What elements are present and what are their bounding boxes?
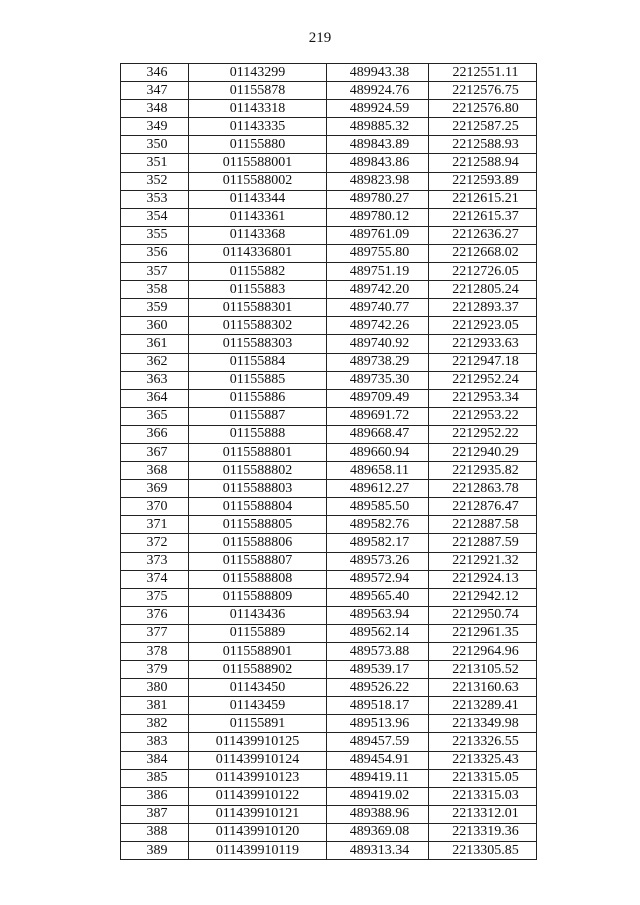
row-number-cell: 349 — [121, 118, 189, 136]
x-coordinate-cell: 489572.94 — [327, 570, 429, 588]
y-coordinate-cell: 2212935.82 — [429, 462, 537, 480]
y-coordinate-cell: 2212668.02 — [429, 244, 537, 262]
x-coordinate-cell: 489691.72 — [327, 407, 429, 425]
table-row — [121, 154, 537, 172]
point-id-cell: 011439910125 — [189, 733, 327, 751]
x-coordinate-cell: 489735.30 — [327, 371, 429, 389]
y-coordinate-cell: 2212615.21 — [429, 190, 537, 208]
y-coordinate-cell: 2212923.05 — [429, 317, 537, 335]
coordinates-table-body — [121, 64, 537, 860]
row-number-cell: 367 — [121, 443, 189, 461]
point-id-cell: 01155882 — [189, 263, 327, 281]
row-number-cell: 383 — [121, 733, 189, 751]
row-number-cell: 356 — [121, 244, 189, 262]
y-coordinate-cell: 2213325.43 — [429, 751, 537, 769]
table-row — [121, 443, 537, 461]
x-coordinate-cell: 489585.50 — [327, 498, 429, 516]
x-coordinate-cell: 489660.94 — [327, 443, 429, 461]
y-coordinate-cell: 2212933.63 — [429, 335, 537, 353]
point-id-cell: 0115588805 — [189, 516, 327, 534]
row-number-cell: 362 — [121, 353, 189, 371]
table-row — [121, 588, 537, 606]
table-row — [121, 643, 537, 661]
table-row — [121, 353, 537, 371]
row-number-cell: 363 — [121, 371, 189, 389]
row-number-cell: 375 — [121, 588, 189, 606]
x-coordinate-cell: 489565.40 — [327, 588, 429, 606]
table-row — [121, 751, 537, 769]
table-row — [121, 425, 537, 443]
table-row — [121, 226, 537, 244]
row-number-cell: 357 — [121, 263, 189, 281]
table-row — [121, 407, 537, 425]
x-coordinate-cell: 489582.17 — [327, 534, 429, 552]
table-row — [121, 244, 537, 262]
y-coordinate-cell: 2212615.37 — [429, 208, 537, 226]
table-row — [121, 100, 537, 118]
row-number-cell: 373 — [121, 552, 189, 570]
x-coordinate-cell: 489658.11 — [327, 462, 429, 480]
y-coordinate-cell: 2212636.27 — [429, 226, 537, 244]
x-coordinate-cell: 489369.08 — [327, 823, 429, 841]
y-coordinate-cell: 2212964.96 — [429, 643, 537, 661]
table-row — [121, 281, 537, 299]
y-coordinate-cell: 2212587.25 — [429, 118, 537, 136]
table-row — [121, 552, 537, 570]
y-coordinate-cell: 2212887.58 — [429, 516, 537, 534]
x-coordinate-cell: 489513.96 — [327, 715, 429, 733]
point-id-cell: 01143450 — [189, 679, 327, 697]
point-id-cell: 0115588301 — [189, 299, 327, 317]
x-coordinate-cell: 489419.02 — [327, 787, 429, 805]
table-row — [121, 606, 537, 624]
point-id-cell: 011439910122 — [189, 787, 327, 805]
x-coordinate-cell: 489843.89 — [327, 136, 429, 154]
table-row — [121, 697, 537, 715]
table-row — [121, 733, 537, 751]
row-number-cell: 381 — [121, 697, 189, 715]
x-coordinate-cell: 489751.19 — [327, 263, 429, 281]
x-coordinate-cell: 489518.17 — [327, 697, 429, 715]
x-coordinate-cell: 489582.76 — [327, 516, 429, 534]
table-row — [121, 570, 537, 588]
table-row — [121, 389, 537, 407]
y-coordinate-cell: 2213319.36 — [429, 823, 537, 841]
x-coordinate-cell: 489738.29 — [327, 353, 429, 371]
row-number-cell: 368 — [121, 462, 189, 480]
x-coordinate-cell: 489668.47 — [327, 425, 429, 443]
point-id-cell: 0115588808 — [189, 570, 327, 588]
row-number-cell: 380 — [121, 679, 189, 697]
x-coordinate-cell: 489563.94 — [327, 606, 429, 624]
x-coordinate-cell: 489924.59 — [327, 100, 429, 118]
y-coordinate-cell: 2213160.63 — [429, 679, 537, 697]
table-row — [121, 371, 537, 389]
x-coordinate-cell: 489885.32 — [327, 118, 429, 136]
y-coordinate-cell: 2212576.80 — [429, 100, 537, 118]
row-number-cell: 360 — [121, 317, 189, 335]
point-id-cell: 0115588902 — [189, 661, 327, 679]
y-coordinate-cell: 2212961.35 — [429, 624, 537, 642]
x-coordinate-cell: 489823.98 — [327, 172, 429, 190]
table-row — [121, 299, 537, 317]
table-row — [121, 208, 537, 226]
x-coordinate-cell: 489755.80 — [327, 244, 429, 262]
row-number-cell: 389 — [121, 842, 189, 860]
row-number-cell: 385 — [121, 769, 189, 787]
row-number-cell: 348 — [121, 100, 189, 118]
x-coordinate-cell: 489742.26 — [327, 317, 429, 335]
point-id-cell: 01155883 — [189, 281, 327, 299]
table-row — [121, 64, 537, 82]
row-number-cell: 358 — [121, 281, 189, 299]
table-row — [121, 136, 537, 154]
y-coordinate-cell: 2212921.32 — [429, 552, 537, 570]
y-coordinate-cell: 2212924.13 — [429, 570, 537, 588]
x-coordinate-cell: 489924.76 — [327, 82, 429, 100]
y-coordinate-cell: 2212947.18 — [429, 353, 537, 371]
point-id-cell: 011439910124 — [189, 751, 327, 769]
row-number-cell: 359 — [121, 299, 189, 317]
table-row — [121, 769, 537, 787]
point-id-cell: 01143335 — [189, 118, 327, 136]
y-coordinate-cell: 2212893.37 — [429, 299, 537, 317]
y-coordinate-cell: 2213349.98 — [429, 715, 537, 733]
table-row — [121, 190, 537, 208]
point-id-cell: 01155878 — [189, 82, 327, 100]
point-id-cell: 0115588001 — [189, 154, 327, 172]
y-coordinate-cell: 2212953.22 — [429, 407, 537, 425]
x-coordinate-cell: 489612.27 — [327, 480, 429, 498]
point-id-cell: 0115588809 — [189, 588, 327, 606]
y-coordinate-cell: 2212551.11 — [429, 64, 537, 82]
x-coordinate-cell: 489526.22 — [327, 679, 429, 697]
point-id-cell: 011439910121 — [189, 805, 327, 823]
point-id-cell: 0115588806 — [189, 534, 327, 552]
row-number-cell: 353 — [121, 190, 189, 208]
point-id-cell: 01143361 — [189, 208, 327, 226]
table-row — [121, 462, 537, 480]
x-coordinate-cell: 489573.26 — [327, 552, 429, 570]
row-number-cell: 384 — [121, 751, 189, 769]
table-row — [121, 516, 537, 534]
point-id-cell: 0115588801 — [189, 443, 327, 461]
x-coordinate-cell: 489313.34 — [327, 842, 429, 860]
row-number-cell: 361 — [121, 335, 189, 353]
x-coordinate-cell: 489761.09 — [327, 226, 429, 244]
y-coordinate-cell: 2212588.93 — [429, 136, 537, 154]
point-id-cell: 011439910120 — [189, 823, 327, 841]
x-coordinate-cell: 489388.96 — [327, 805, 429, 823]
x-coordinate-cell: 489457.59 — [327, 733, 429, 751]
x-coordinate-cell: 489419.11 — [327, 769, 429, 787]
point-id-cell: 01143318 — [189, 100, 327, 118]
y-coordinate-cell: 2213312.01 — [429, 805, 537, 823]
table-row — [121, 679, 537, 697]
y-coordinate-cell: 2212593.89 — [429, 172, 537, 190]
table-row — [121, 335, 537, 353]
row-number-cell: 354 — [121, 208, 189, 226]
table-row — [121, 787, 537, 805]
row-number-cell: 346 — [121, 64, 189, 82]
x-coordinate-cell: 489780.27 — [327, 190, 429, 208]
row-number-cell: 352 — [121, 172, 189, 190]
x-coordinate-cell: 489709.49 — [327, 389, 429, 407]
y-coordinate-cell: 2212952.22 — [429, 425, 537, 443]
point-id-cell: 01143368 — [189, 226, 327, 244]
point-id-cell: 0114336801 — [189, 244, 327, 262]
point-id-cell: 0115588804 — [189, 498, 327, 516]
point-id-cell: 0115588803 — [189, 480, 327, 498]
row-number-cell: 370 — [121, 498, 189, 516]
x-coordinate-cell: 489740.77 — [327, 299, 429, 317]
x-coordinate-cell: 489539.17 — [327, 661, 429, 679]
point-id-cell: 01155889 — [189, 624, 327, 642]
table-row — [121, 715, 537, 733]
y-coordinate-cell: 2212940.29 — [429, 443, 537, 461]
point-id-cell: 0115588802 — [189, 462, 327, 480]
y-coordinate-cell: 2212588.94 — [429, 154, 537, 172]
y-coordinate-cell: 2213315.05 — [429, 769, 537, 787]
table-row — [121, 823, 537, 841]
x-coordinate-cell: 489742.20 — [327, 281, 429, 299]
page-number: 219 — [308, 30, 332, 46]
row-number-cell: 355 — [121, 226, 189, 244]
point-id-cell: 01143436 — [189, 606, 327, 624]
x-coordinate-cell: 489780.12 — [327, 208, 429, 226]
row-number-cell: 388 — [121, 823, 189, 841]
table-row — [121, 534, 537, 552]
y-coordinate-cell: 2212887.59 — [429, 534, 537, 552]
row-number-cell: 364 — [121, 389, 189, 407]
point-id-cell: 01155887 — [189, 407, 327, 425]
table-row — [121, 624, 537, 642]
point-id-cell: 011439910123 — [189, 769, 327, 787]
row-number-cell: 371 — [121, 516, 189, 534]
y-coordinate-cell: 2212726.05 — [429, 263, 537, 281]
point-id-cell: 01143459 — [189, 697, 327, 715]
y-coordinate-cell: 2213326.55 — [429, 733, 537, 751]
point-id-cell: 0115588807 — [189, 552, 327, 570]
y-coordinate-cell: 2212950.74 — [429, 606, 537, 624]
x-coordinate-cell: 489843.86 — [327, 154, 429, 172]
table-row — [121, 118, 537, 136]
table-row — [121, 172, 537, 190]
row-number-cell: 366 — [121, 425, 189, 443]
y-coordinate-cell: 2212863.78 — [429, 480, 537, 498]
y-coordinate-cell: 2213105.52 — [429, 661, 537, 679]
x-coordinate-cell: 489740.92 — [327, 335, 429, 353]
y-coordinate-cell: 2212805.24 — [429, 281, 537, 299]
row-number-cell: 372 — [121, 534, 189, 552]
point-id-cell: 0115588303 — [189, 335, 327, 353]
table-row — [121, 480, 537, 498]
x-coordinate-cell: 489454.91 — [327, 751, 429, 769]
point-id-cell: 01143344 — [189, 190, 327, 208]
row-number-cell: 378 — [121, 643, 189, 661]
row-number-cell: 379 — [121, 661, 189, 679]
table-row — [121, 263, 537, 281]
row-number-cell: 369 — [121, 480, 189, 498]
row-number-cell: 377 — [121, 624, 189, 642]
row-number-cell: 365 — [121, 407, 189, 425]
point-id-cell: 01155880 — [189, 136, 327, 154]
row-number-cell: 347 — [121, 82, 189, 100]
x-coordinate-cell: 489943.38 — [327, 64, 429, 82]
point-id-cell: 01155885 — [189, 371, 327, 389]
row-number-cell: 382 — [121, 715, 189, 733]
table-row — [121, 498, 537, 516]
x-coordinate-cell: 489573.88 — [327, 643, 429, 661]
point-id-cell: 01155888 — [189, 425, 327, 443]
point-id-cell: 0115588002 — [189, 172, 327, 190]
table-row — [121, 842, 537, 860]
point-id-cell: 01155884 — [189, 353, 327, 371]
coordinates-table — [120, 63, 537, 860]
point-id-cell: 0115588302 — [189, 317, 327, 335]
x-coordinate-cell: 489562.14 — [327, 624, 429, 642]
row-number-cell: 387 — [121, 805, 189, 823]
point-id-cell: 011439910119 — [189, 842, 327, 860]
row-number-cell: 351 — [121, 154, 189, 172]
table-row — [121, 82, 537, 100]
point-id-cell: 01155891 — [189, 715, 327, 733]
row-number-cell: 350 — [121, 136, 189, 154]
point-id-cell: 01155886 — [189, 389, 327, 407]
y-coordinate-cell: 2213305.85 — [429, 842, 537, 860]
table-row — [121, 805, 537, 823]
y-coordinate-cell: 2212576.75 — [429, 82, 537, 100]
y-coordinate-cell: 2213315.03 — [429, 787, 537, 805]
table-row — [121, 661, 537, 679]
y-coordinate-cell: 2212876.47 — [429, 498, 537, 516]
y-coordinate-cell: 2213289.41 — [429, 697, 537, 715]
table-row — [121, 317, 537, 335]
point-id-cell: 01143299 — [189, 64, 327, 82]
row-number-cell: 374 — [121, 570, 189, 588]
y-coordinate-cell: 2212942.12 — [429, 588, 537, 606]
y-coordinate-cell: 2212953.34 — [429, 389, 537, 407]
row-number-cell: 386 — [121, 787, 189, 805]
row-number-cell: 376 — [121, 606, 189, 624]
point-id-cell: 0115588901 — [189, 643, 327, 661]
y-coordinate-cell: 2212952.24 — [429, 371, 537, 389]
